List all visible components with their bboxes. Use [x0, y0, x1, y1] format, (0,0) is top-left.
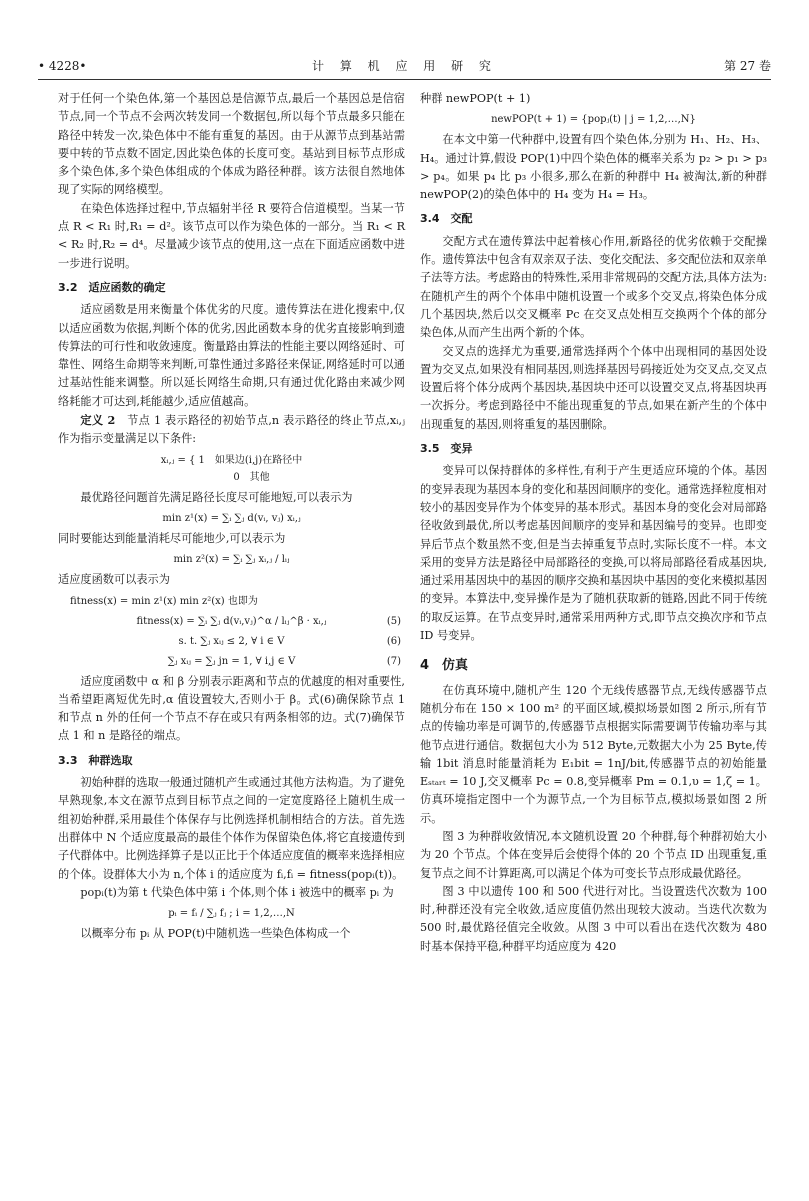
volume-label: 第 27 卷 — [724, 59, 771, 73]
definition-2 — [58, 411, 405, 449]
equation-6-body: s. t. ∑ⱼ xᵢⱼ ≤ 2, ∀ i ∈ V — [178, 635, 285, 647]
paragraph: 对于任何一个染色体,第一个基因总是信源节点,最后一个基因总是信宿节点,同一个节点不会两次转发同一个数据包,所以每个节点最多只能在路径中转发一次,染色体中不能有重复的基因。由于从源节点到基站需要中转的节点数不固定,因此染色体的长度可变。基站到目标节点形成多个染色体,多个染色体组成的个体成为路径种群。该方法很自然地体现了实际的网络模型。 — [58, 92, 405, 197]
paragraph: 初始种群的选取一般通过随机产生或通过其他方法构造。为了避免早熟现象,本文在源节点到目标节点之间的一定宽度路径上随机生成一组初始种群,采用最佳个体保存与比例选择机制相结合的方法。首先选出群体中 N 个适应度最高的最佳个体作为保留染色体,将它直接遗传到子代群体中。比例选择算子是以正比于个体适应度值的概率来选择相应的个体。设群体大小为 n,个体 i 的适应度为 fᵢ,fᵢ = fitness(popᵢ(t))。 — [58, 776, 405, 881]
paragraph: 变异可以保持群体的多样性,有利于产生更适应环境的个体。基因的变异表现为基因本身的变化和基因间顺序的变化。通常选择粒度相对较小的基因变异作为个体变异的基本形式。基因本身的变化会对局部路径收敛到最优,所以考虑基因间顺序的变异和基因编号的变异。也即变异后节点个数虽然不变,但是当去掉重复节点时,实际长度不一样。本文采用的变异方法是路径中局部路径的变换,可以将局部路径看成基因块,通过采用基因块中的基因的顺序交换和基因块中基因的变化来模拟基因的变异。本算法中,变异操作是为了随机获取新的链路,因此不同于传统的取反运算。在节点变异时,通常采用两种方式,即节点交换次序和节点 ID 号变异。 — [420, 464, 767, 643]
paragraph: 图 3 为种群收敛情况,本文随机设置 20 个种群,每个种群初始大小为 20 个节点。个体在变异后会使得个体的 20 个节点 ID 出现重复,重复节点之间不计算距离,可以满足个体为可变长节点形成最优路径。 — [420, 829, 767, 880]
left-column — [58, 90, 405, 943]
paragraph: 适应度函数可以表示为 — [58, 573, 170, 587]
equation-case-2: 0 其他 — [233, 471, 270, 483]
header-rule — [38, 79, 771, 80]
right-column — [420, 90, 767, 956]
paragraph: 在染色体选择过程中,节点辐射半径 R 要符合信道模型。当某一节点 R < R₁ 时,R₁ = d²。该节点可以作为染色体的一部分。当 R₁ < R < R₂ 时,R₂ = d⁴。尽量减少该节点的使用,这一点在下面适应函数中进一步进行说明。 — [58, 201, 405, 270]
section-heading-4: 4 仿真 — [420, 658, 469, 674]
paragraph: 以概率分布 pᵢ 从 POP(t)中随机选一些染色体构成一个 — [80, 927, 351, 941]
paragraph: 适应度函数中 α 和 β 分别表示距离和节点的优越度的相对重要性,当希望距离短优先时,α 值设置较大,否则小于 β。式(6)确保除节点 1 和节点 n 外的任何一个节点不存在或只有两条相邻的边。式(7)确保节点 1 和 n 是路径的端点。 — [58, 674, 405, 743]
equation-5 — [58, 613, 405, 630]
equation-6 — [58, 633, 405, 650]
equation-7 — [58, 653, 405, 670]
definition-text: 节点 1 表示路径的初始节点,n 表示路径的终止节点,xᵢ,ⱼ作为指示变量满足以下条件: — [58, 414, 405, 446]
section-heading-3-3: 3.3 种群选取 — [58, 753, 133, 767]
paragraph: popᵢ(t)为第 t 代染色体中第 i 个体,则个体 i 被选中的概率 pᵢ 为 — [80, 885, 394, 899]
paragraph: 适应函数是用来衡量个体优劣的尺度。遗传算法在进化搜索中,仅以适应函数为依据,判断个体的优劣,因此函数本身的优劣直接影响到遗传算法的可行性和收敛速度。衡量路由算法的性能主要以网络延时、可靠性、网络生命期等来判断,可靠性通过多路径来保证,网络延时可以通过基站性能来调整。所以延长网络生命期,只有通过优化路由来减少网络耗能才可达到,耗能越少,适应值越高。 — [58, 303, 405, 408]
equation-indicator — [58, 452, 405, 486]
equation-6-number: (6) — [386, 635, 401, 647]
paragraph: 最优路径问题首先满足路径长度尽可能地短,可以表示为 — [80, 490, 353, 504]
section-heading-3-5: 3.5 变异 — [420, 442, 473, 456]
equation-7-number: (7) — [386, 655, 401, 667]
paragraph: 同时要能达到能量消耗尽可能地少,可以表示为 — [58, 531, 286, 545]
paragraph: 交叉点的选择尤为重要,通常选择两个个体中出现相同的基因处设置为交叉点,如果没有相同基因,则选择基因号码接近处为交叉点,交叉点设置后将个体分成两个基因块,基因块中还可以设置交叉点,将基因块再一次拆分。考虑到路径中不能出现重复的节点,如果在新产生的个体中出现重复的基因,则将重复的基因删除。 — [420, 344, 767, 431]
equation-z2: min z²(x) = ∑ᵢ ∑ⱼ xᵢ,ⱼ / lᵢⱼ — [173, 554, 290, 566]
paragraph: 交配方式在遗传算法中起着核心作用,新路径的优劣依赖于交配操作。遗传算法中包含有双亲双子法、变化交配法、多交配位法和双亲单子法等方法。考虑路由的特殊性,采用非常规码的交配方法,具体方法为:在随机产生的两个个体串中随机设置一个或多个交叉点,将染色体分成几个基因块,然后以交叉概率 Pc 在交叉点处相互交换两个个体的部分染色体,从而产生出两个新的个体。 — [420, 234, 767, 340]
running-header — [38, 56, 771, 76]
paragraph: 在本文中第一代种群中,设置有四个染色体,分别为 H₁、H₂、H₃、H₄。通过计算,假设 POP(1)中四个染色体的概率关系为 p₂ > p₁ > p₃ > p₄。如果 p₄ 比 p₃ 小很多,那么在新的种群中 H₄ 被淘汰,新的种群 newPOP(2)的染色体中的 H₄ 变为 H₄ = H₃。 — [420, 133, 767, 202]
definition-label: 定义 2 — [80, 413, 116, 428]
paragraph: 图 3 中以遗传 100 和 500 代进行对比。当设置迭代次数为 100 时,种群还没有完全收敛,适应度值仍然出现较大波动。当迭代次数为 500 时,最优路径值完全收敛。从图 3 中可以看出在迭代次数为 480 时基本保持平稳,种群平均适应度为 420 — [420, 884, 767, 953]
section-heading-3-2: 3.2 适应函数的确定 — [58, 280, 166, 294]
equation-newpop: newPOP(t + 1) = {popⱼ(t) | j = 1,2,…,N} — [491, 114, 696, 126]
paragraph: 在仿真环境中,随机产生 120 个无线传感器节点,无线传感器节点随机分布在 150 × 100 m² 的平面区域,模拟场景如图 2 所示,所有节点的传输功率是可调节的,传感器节点根据实际需要调节传输功率与其他节点进行通信。数据包大小为 512 Byte,元数据大小为 25 Byte,传输 1bit 消息时能量消耗为 E₁bit = 1nJ/bit,传感器节点的初始能量 Eₛₜₐᵣₜ = 10 J,交叉概率 Pc = 0.8,变异概率 Pm = 0.1,υ = 1,ζ = 1。仿真环境指定图中一个为源节点,一个为目标节点,模拟场景如图 2 所示。 — [420, 683, 767, 825]
equation-case-1: xᵢ,ⱼ = { 1 如果边(i,j)在路径中 — [160, 454, 303, 466]
paragraph: 种群 newPOP(t + 1) — [420, 92, 531, 105]
equation-probability: pᵢ = fᵢ / ∑ⱼ fⱼ ; i = 1,2,…,N — [168, 908, 295, 920]
page-number: • 4228• — [38, 59, 87, 73]
equation-fitness: fitness(x) = min z¹(x) min z²(x) 也即为 — [70, 595, 258, 607]
equation-7-body: ∑ⱼ xᵢⱼ = ∑ⱼ jn = 1, ∀ i,j ∈ V — [167, 655, 296, 667]
equation-z1: min z¹(x) = ∑ᵢ ∑ⱼ d(vᵢ, vⱼ) xᵢ,ⱼ — [162, 512, 301, 524]
section-heading-3-4: 3.4 交配 — [420, 212, 473, 226]
equation-5-number: (5) — [386, 615, 401, 627]
equation-5-body: fitness(x) = ∑ᵢ ∑ⱼ d(vᵢ,vⱼ)^α / lᵢⱼ^β · xᵢ,ⱼ — [136, 615, 327, 627]
journal-name: 计 算 机 应 用 研 究 — [312, 59, 497, 73]
